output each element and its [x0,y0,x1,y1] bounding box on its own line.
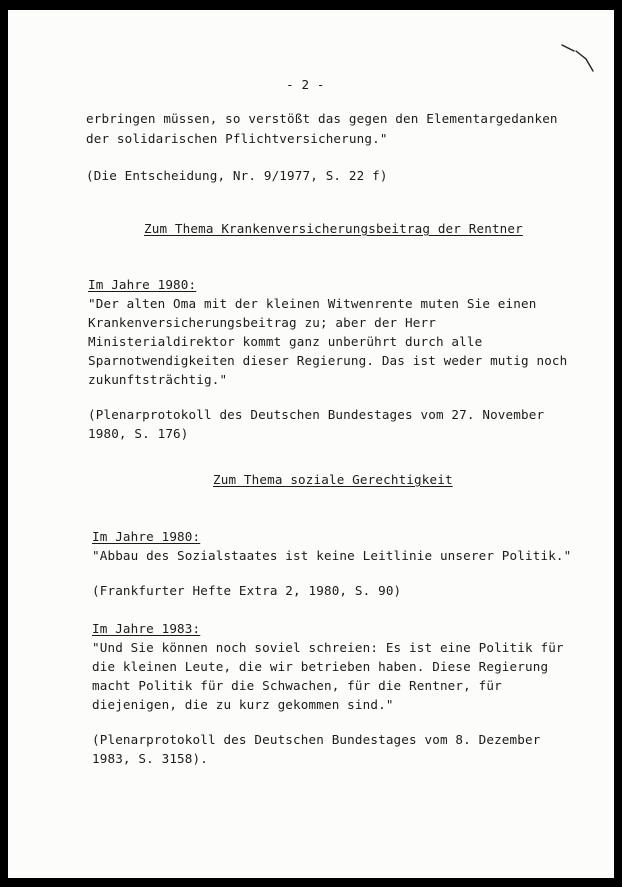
quote-line: Krankenversicherungsbeitrag zu; aber der Herr [88,315,436,330]
section-heading-krankenversicherung: Zum Thema Krankenversicherungsbeitrag der Rentner [144,221,523,236]
year-label: Im Jahre 1980: [92,529,201,544]
document-page [8,10,614,878]
quote-line: diejenigen, die zu kurz gekommen sind." [92,697,394,712]
section-heading-gerechtigkeit: Zum Thema soziale Gerechtigkeit [213,472,453,487]
source-line: 1980, S. 176) [88,426,189,441]
source-line: 1983, S. 3158). [92,751,208,766]
quote-line: die kleinen Leute, die wir betrieben haben. Diese Regierung [92,659,549,674]
intro-source: (Die Entscheidung, Nr. 9/1977, S. 22 f) [86,168,388,183]
quote-line: "Der alten Oma mit der kleinen Witwenrente muten Sie einen [88,296,537,311]
intro-line: der solidarischen Pflichtversicherung." [86,131,388,146]
page-number: - 2 - [286,77,325,92]
pen-mark-icon [560,37,600,77]
quote-line: "Abbau des Sozialstaates ist keine Leitlinie unserer Politik." [92,548,572,563]
quote-line: "Und Sie können noch soviel schreien: Es ist eine Politik für [92,640,564,655]
year-label: Im Jahre 1980: [88,277,197,292]
quote-line: Ministerialdirektor kommt ganz unberührt durch alle [88,334,483,349]
quote-line: macht Politik für die Schwachen, für die Rentner, für [92,678,502,693]
year-label: Im Jahre 1983: [92,621,201,636]
source-line: (Plenarprotokoll des Deutschen Bundestages vom 27. November [88,407,545,422]
quote-line: Sparnotwendigkeiten dieser Regierung. Das ist weder mutig noch [88,353,568,368]
source-line: (Plenarprotokoll des Deutschen Bundestages vom 8. Dezember [92,732,541,747]
quote-line: zukunftsträchtig." [88,372,228,387]
source-line: (Frankfurter Hefte Extra 2, 1980, S. 90) [92,583,402,598]
intro-line: erbringen müssen, so verstößt das gegen den Elementargedanken [86,111,558,126]
